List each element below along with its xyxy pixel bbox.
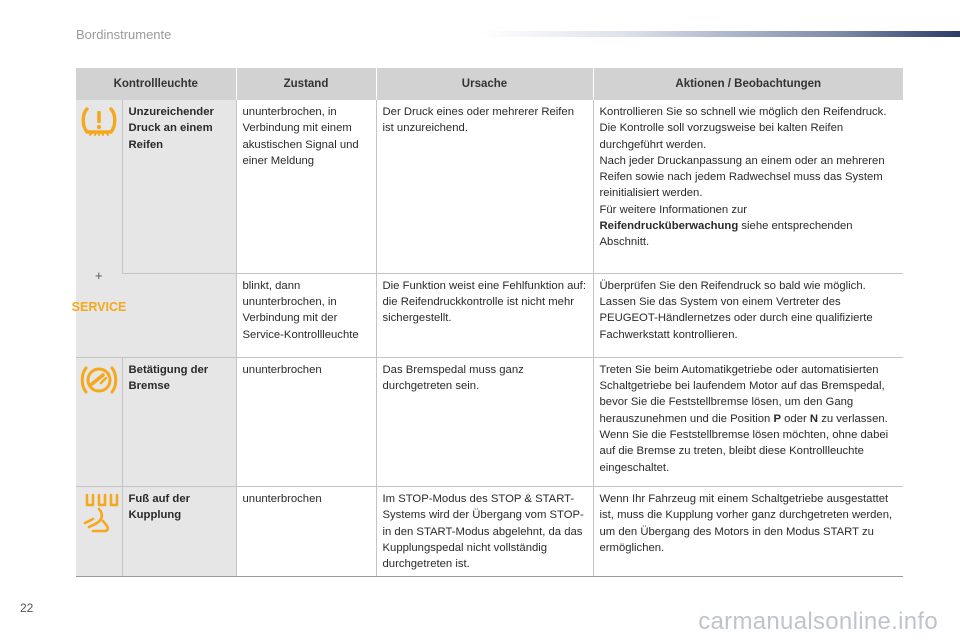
table-row <box>76 357 903 486</box>
cause-cell: Der Druck eines oder mehrerer Reifen ist unzureichend. <box>376 100 593 273</box>
table-row <box>76 273 903 357</box>
lamp-name-empty <box>122 273 236 357</box>
action-line: Für weitere Informationen zur <box>599 203 748 216</box>
lamp-icon-cell <box>76 357 122 486</box>
column-header-state: Zustand <box>236 68 376 100</box>
table-header-row <box>76 68 903 100</box>
cause-cell: Im STOP-Modus des STOP & START-Systems wird der Übergang vom STOP- in den START-Modus abgelehnt, da das Kupplungspedal nicht vollständig durchgetreten ist. <box>376 486 593 576</box>
action-line <box>600 218 899 251</box>
column-header-actions: Aktionen / Beobachtungen <box>593 68 903 100</box>
table-row <box>76 100 903 273</box>
action-cell <box>593 357 903 486</box>
lamp-icon-cell <box>71 100 127 357</box>
lamp-icon-cell <box>76 486 122 576</box>
action-line: Die Kontrolle soll vorzugsweise bei kalten Reifen durchgeführt werden. <box>599 122 844 151</box>
clutch-pedal-icon <box>79 493 119 535</box>
watermark: carmanualsonline.info <box>698 608 938 635</box>
table-row <box>76 486 903 576</box>
lamp-name: Unzureichender Druck an einem Reifen <box>122 100 236 273</box>
section-title: Bordinstrumente <box>76 27 172 42</box>
state-cell: blinkt, dann ununterbrochen, in Verbindung mit der Service-Kontrollleuchte <box>236 273 376 357</box>
header-gradient-bar <box>480 31 960 37</box>
action-tail: siehe entsprechenden Abschnitt. <box>599 220 853 249</box>
action-cell <box>593 100 903 273</box>
state-cell: ununterbrochen <box>236 357 376 486</box>
gear-position-n: N <box>809 412 819 425</box>
cause-cell: Die Funktion weist eine Fehlfunktion auf: die Reifendruckkontrolle ist nicht mehr sichergestellt. <box>376 273 593 357</box>
action-line: Nach jeder Druckanpassung an einem oder an mehreren Reifen sowie nach jedem Radwechsel muss das System reinitialisiert werden. <box>599 154 885 200</box>
action-line: Kontrollieren Sie so schnell wie möglich den Reifendruck. <box>599 106 887 118</box>
action-bold-term: Reifendrucküberwachung <box>599 220 739 233</box>
page-number: 22 <box>20 601 34 615</box>
action-cell: Wenn Ihr Fahrzeug mit einem Schaltgetriebe ausgestattet ist, muss die Kupplung vorher ganz durchgetreten werden, um den Übergang des Motors in den Modus START zu ermöglichen. <box>593 486 903 576</box>
action-cell: Überprüfen Sie den Reifendruck so bald wie möglich. Lassen Sie das System von einem Vertreter des PEUGEOT-Händlernetzes oder durch eine qualifizierte Fachwerkstatt kontrollieren. <box>593 273 903 357</box>
brake-pedal-icon <box>79 364 119 396</box>
lamp-name: Betätigung der Bremse <box>122 357 236 486</box>
action-text: Treten Sie beim Automatikgetriebe oder automatisierten Schaltgetriebe bei laufendem Motor auf das Bremspedal, bevor Sie die Feststellbremse lösen, um den Gang herauszunehmen und die Position <box>599 363 885 425</box>
action-text: oder <box>781 412 810 425</box>
action-paragraph: Wenn Sie die Feststellbremse lösen möchten, ohne dabei auf die Bremse zu treten, bleibt diese Kontrollleuchte eingeschaltet. <box>599 429 889 474</box>
tyre-pressure-warning-icon <box>80 106 118 138</box>
state-cell: ununterbrochen, in Verbindung mit einem akustischen Signal und einer Meldung <box>236 100 376 273</box>
warning-lamps-table <box>71 68 903 577</box>
action-text: zu verlassen. <box>818 412 888 425</box>
plus-sign: + <box>94 268 103 283</box>
service-warning-icon <box>71 298 127 315</box>
action-paragraph <box>600 362 899 427</box>
cause-cell: Das Bremspedal muss ganz durchgetreten sein. <box>376 357 593 486</box>
column-header-cause: Ursache <box>376 68 593 100</box>
lamp-name: Fuß auf der Kupplung <box>122 486 236 576</box>
state-cell: ununterbrochen <box>236 486 376 576</box>
column-header-lamp: Kontrollleuchte <box>76 68 236 100</box>
svg-text:SERVICE: SERVICE <box>71 300 127 315</box>
gear-position-p: P <box>773 412 782 425</box>
